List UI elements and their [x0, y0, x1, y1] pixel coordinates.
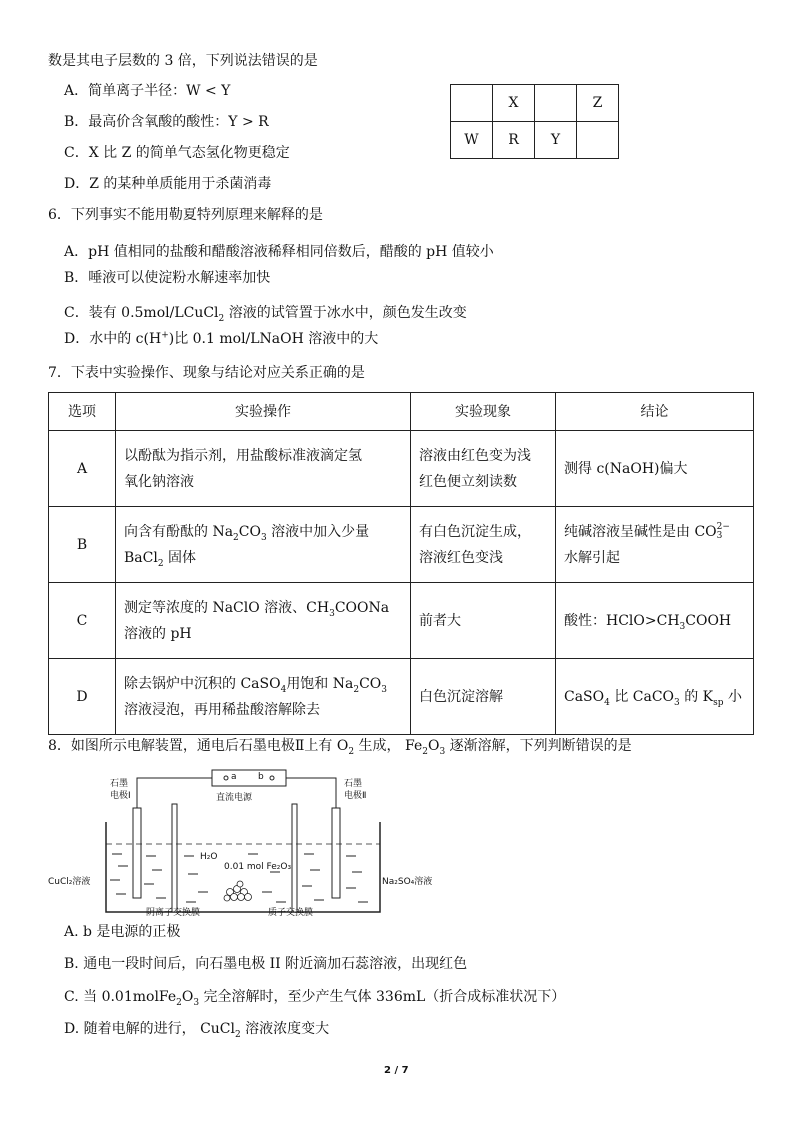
- page-number: 2 / 7: [384, 1065, 409, 1076]
- table-header: 实验现象: [411, 393, 556, 431]
- q8-option-b: B. 通电一段时间后，向石墨电极 II 附近滴加石蕊溶液，出现红色: [64, 956, 468, 972]
- electrode2-label-b: 电极Ⅱ: [344, 791, 367, 801]
- water-label: H₂O: [200, 852, 218, 862]
- ptable-cell: R: [493, 122, 535, 159]
- ptable-cell: [535, 85, 577, 122]
- power-label-b: b: [258, 772, 264, 782]
- ptable-cell: [577, 122, 619, 159]
- electrode1-label-b: 电极Ⅰ: [110, 791, 131, 801]
- table-header: 结论: [556, 393, 754, 431]
- cucl2-label: CuCl₂溶液: [48, 877, 91, 887]
- q6-option-a: A．pH 值相同的盐酸和醋酸溶液稀释相同倍数后，醋酸的 pH 值较小: [64, 244, 494, 260]
- table-header: 实验操作: [116, 393, 411, 431]
- q6-option-b: B．唾液可以使淀粉水解速率加快: [64, 270, 271, 286]
- electrolysis-diagram: [48, 762, 448, 918]
- q6-option-c: C．装有 0.5mol/LCuCl$_2$ 溶液的试管置于冰水中，颜色发生改变: [64, 305, 467, 324]
- proton-membrane-label: 质子交换膜: [268, 908, 314, 918]
- ptable-cell: W: [451, 122, 493, 159]
- na2so4-label: Na₂SO₄溶液: [382, 877, 433, 887]
- q8-option-c: C. 当 $0.01molFe_2O_3$ 完全溶解时，至少产生气体 336mL（折合成标准状况下）: [64, 989, 566, 1008]
- power-supply: [212, 770, 286, 786]
- q5-intro: 数是其电子层数的 3 倍，下列说法错误的是: [48, 53, 318, 69]
- q8-option-a: A. b 是电源的正极: [64, 924, 181, 940]
- electrode1-label-a: 石墨: [110, 779, 129, 789]
- q6-option-d: D．水中的 c(H+)比 0.1 mol/LNaOH 溶液中的大: [64, 330, 379, 347]
- anion-exchange-membrane: [172, 804, 177, 912]
- q8-option-d: D. 随着电解的进行， CuCl$_2$ 溶液浓度变大: [64, 1021, 330, 1040]
- table-row: B 向含有酚酞的 $Na_2CO_3$ 溶液中加入少量 BaCl$_2$ 固体 有白色沉淀生成， 溶液红色变浅 纯碱溶液呈碱性是由 CO 2− 3 水解引起: [49, 507, 754, 583]
- ptable-cell: Y: [535, 122, 577, 159]
- q5-option-d: D．Z 的某种单质能用于杀菌消毒: [64, 176, 272, 192]
- q5-option-a: A．简单离子半径：W < Y: [64, 83, 231, 99]
- table-row: A 以酚酞为指示剂，用盐酸标准液滴定氢 氧化钠溶液 溶液由红色变为浅 红色便立刻读数 测得 c(NaOH)偏大: [49, 431, 754, 507]
- q6-stem: 6．下列事实不能用勒夏特列原理来解释的是: [48, 207, 323, 223]
- periodic-table-fragment: [450, 84, 619, 159]
- table-row: C 测定等浓度的 NaClO 溶液、$CH_3COONa$ 溶液的 pH 前者大 酸性：$HClO>CH_3COOH$: [49, 583, 754, 659]
- power-label-a: a: [231, 772, 237, 782]
- table-header: 选项: [49, 393, 116, 431]
- table-row: D 除去锅炉中沉积的 CaSO$_4$用饱和 $Na_2CO_3$ 溶液浸泡，再用稀盐酸溶解除去 白色沉淀溶解 CaSO$_4$ 比 CaCO$_3$ 的 $K_{sp}$ 小: [49, 659, 754, 735]
- power-supply-label: 直流电源: [216, 793, 253, 803]
- q5-option-b: B．最高价含氧酸的酸性：Y > R: [64, 114, 269, 130]
- q7-stem: 7．下表中实验操作、现象与结论对应关系正确的是: [48, 365, 365, 381]
- electrode2-label-a: 石墨: [344, 779, 363, 789]
- graphite-electrode-1: [133, 808, 141, 898]
- ptable-cell: Z: [577, 85, 619, 122]
- q5-option-c: C．X 比 Z 的简单气态氢化物更稳定: [64, 145, 290, 161]
- electrolysis-apparatus: [48, 762, 448, 918]
- fe2o3-particles: [224, 881, 252, 901]
- q8-stem: 8．如图所示电解装置，通电后石墨电极Ⅱ上有 $O_2$ 生成， $Fe_2O_3$ 逐渐溶解，下列判断错误的是: [48, 738, 632, 757]
- proton-exchange-membrane: [292, 804, 297, 912]
- ptable-cell: [451, 85, 493, 122]
- graphite-electrode-2: [332, 808, 340, 898]
- fe2o3-label: 0.01 mol Fe₂O₃: [224, 862, 292, 872]
- anion-membrane-label: 阴离子交换膜: [146, 908, 201, 918]
- ptable-cell: X: [493, 85, 535, 122]
- experiment-table: [48, 392, 754, 735]
